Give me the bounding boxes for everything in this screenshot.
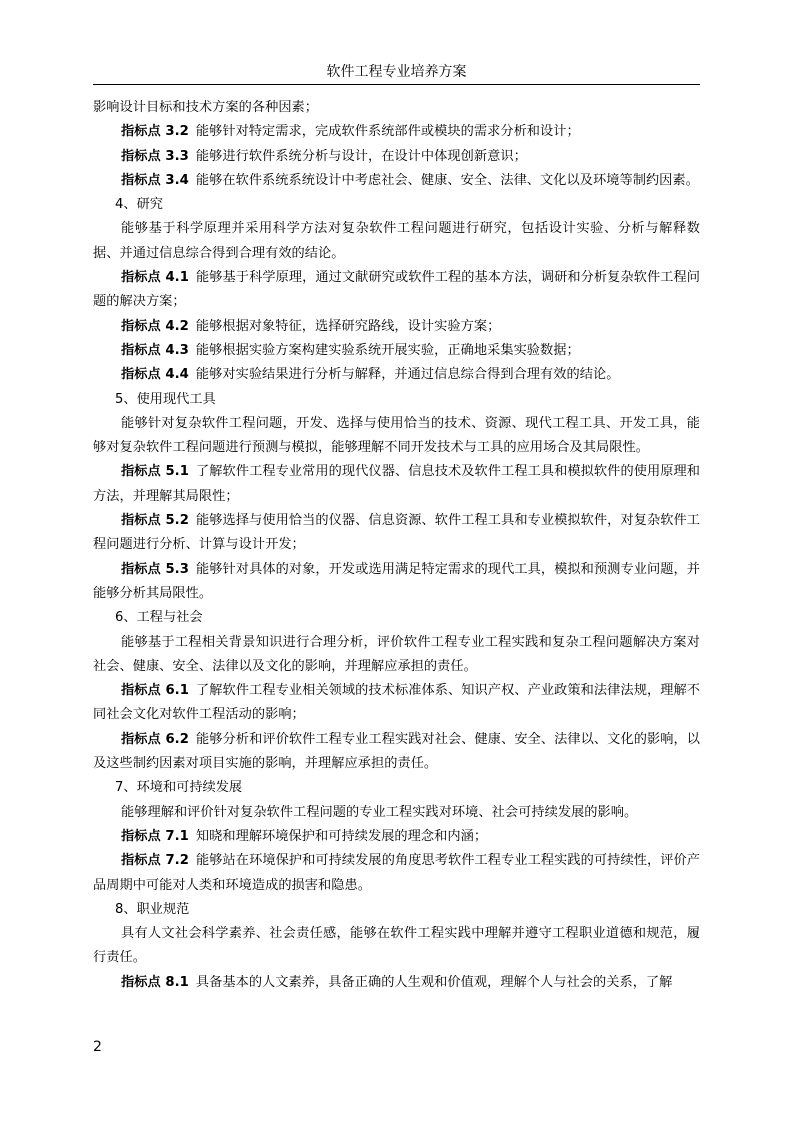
page-header-title: 软件工程专业培养方案 bbox=[326, 64, 467, 80]
indicator-text: 能够基于科学原理，通过文献研究或软件工程的基本方法，调研和分析复杂软件工程问题的解决方案； bbox=[93, 270, 700, 310]
section-heading: 8、职业规范 bbox=[115, 901, 190, 917]
indicator-label: 指标点 3.3 bbox=[121, 148, 189, 164]
indicator-text: 能够针对特定需求，完成软件系统部件或模块的需求分析和设计； bbox=[195, 124, 580, 140]
indicator-text: 能够针对具体的对象，开发或选用满足特定需求的现代工具，模拟和预测专业问题，并能够分析其局限性。 bbox=[93, 561, 700, 601]
indicator-label: 指标点 7.1 bbox=[121, 828, 189, 844]
indicator-text: 能够站在环境保护和可持续发展的角度思考软件工程专业工程实践的可持续性，评价产品周期中可能对人类和环境造成的损害和隐患。 bbox=[93, 853, 700, 893]
page-number: 2 bbox=[93, 1039, 102, 1055]
indicator-label: 指标点 7.2 bbox=[121, 853, 189, 869]
indicator-text: 能够选择与使用恰当的仪器、信息资源、软件工程工具和专业模拟软件，对复杂软件工程问题进行分析、计算与设计开发； bbox=[93, 513, 700, 553]
indicator-point bbox=[93, 825, 700, 849]
indicator-point bbox=[93, 339, 700, 363]
indicator-label: 指标点 4.1 bbox=[121, 270, 189, 286]
indicator-label: 指标点 4.4 bbox=[121, 367, 189, 383]
indicator-label: 指标点 6.1 bbox=[121, 683, 189, 699]
indicator-label: 指标点 6.2 bbox=[121, 731, 189, 747]
indicator-text: 能够对实验结果进行分析与解释，并通过信息综合得到合理有效的结论。 bbox=[195, 367, 620, 383]
indicator-label: 指标点 5.2 bbox=[121, 513, 189, 529]
indicator-point bbox=[93, 509, 700, 558]
indicator-text: 能够分析和评价软件工程专业工程实践对社会、健康、安全、法律以、文化的影响，以及这些制约因素对项目实施的影响，并理解应承担的责任。 bbox=[93, 731, 700, 772]
body-paragraph: 具有人文社会科学素养、社会责任感，能够在软件工程实践中理解并遵守工程职业道德和规范，履行责任。 bbox=[93, 926, 700, 966]
body-paragraph: 能够针对复杂软件工程问题，开发、选择与使用恰当的技术、资源、现代工程工具、开发工具，能够对复杂软件工程问题进行预测与模拟，能够理解不同开发技术与工具的应用场合及其局限性。 bbox=[93, 415, 700, 456]
indicator-label: 指标点 4.2 bbox=[121, 318, 189, 334]
indicator-point bbox=[93, 558, 700, 607]
indicator-text: 能够根据实验方案构建实验系统开展实验，正确地采集实验数据； bbox=[195, 342, 580, 358]
indicator-point bbox=[93, 679, 700, 728]
indicator-text: 能够根据对象特征，选择研究路线，设计实验方案； bbox=[195, 318, 501, 334]
indicator-text: 知晓和理解环境保护和可持续发展的理念和内涵； bbox=[195, 828, 488, 844]
body-paragraph: 能够基于科学原理并采用科学方法对复杂软件工程问题进行研究，包括设计实验、分析与解释数据、并通过信息综合得到合理有效的结论。 bbox=[93, 221, 700, 261]
header-divider bbox=[93, 84, 700, 85]
section-heading: 6、工程与社会 bbox=[115, 610, 203, 626]
indicator-point bbox=[93, 849, 700, 898]
indicator-label: 指标点 5.3 bbox=[121, 561, 189, 577]
indicator-point bbox=[93, 266, 700, 315]
section-heading: 4、研究 bbox=[115, 197, 163, 213]
indicator-point bbox=[93, 363, 700, 387]
indicator-point bbox=[93, 315, 700, 339]
indicator-point bbox=[93, 120, 700, 144]
body-paragraph: 能够理解和评价针对复杂软件工程问题的专业工程实践对环境、社会可持续发展的影响。 bbox=[121, 804, 638, 820]
indicator-label: 指标点 3.2 bbox=[121, 124, 189, 140]
indicator-label: 指标点 8.1 bbox=[121, 974, 189, 990]
section-heading: 7、环境和可持续发展 bbox=[115, 780, 243, 796]
indicator-text: 能够在软件系统系统设计中考虑社会、健康、安全、法律、文化以及环境等制约因素。 bbox=[195, 172, 699, 188]
indicator-point bbox=[93, 169, 700, 193]
indicator-text: 了解软件工程专业常用的现代仪器、信息技术及软件工程工具和模拟软件的使用原理和方法，并理解其局限性； bbox=[93, 464, 700, 504]
section-heading: 5、使用现代工具 bbox=[115, 391, 216, 407]
body-paragraph: 影响设计目标和技术方案的各种因素； bbox=[93, 100, 319, 115]
indicator-point bbox=[93, 971, 700, 995]
indicator-text: 能够进行软件系统分析与设计，在设计中体现创新意识； bbox=[195, 148, 527, 164]
indicator-label: 指标点 5.1 bbox=[121, 464, 189, 480]
indicator-text: 具备基本的人文素养，具备正确的人生观和价值观，理解个人与社会的关系，了解 bbox=[195, 974, 673, 990]
document-body bbox=[93, 96, 700, 995]
indicator-label: 指标点 4.3 bbox=[121, 342, 189, 358]
indicator-point bbox=[93, 145, 700, 169]
indicator-text: 了解软件工程专业相关领域的技术标准体系、知识产权、产业政策和法律法规，理解不同社会文化对软件工程活动的影响； bbox=[93, 683, 700, 723]
indicator-point bbox=[93, 460, 700, 509]
indicator-label: 指标点 3.4 bbox=[121, 172, 189, 188]
body-paragraph: 能够基于工程相关背景知识进行合理分析，评价软件工程专业工程实践和复杂工程问题解决方案对社会、健康、安全、法律以及文化的影响，并理解应承担的责任。 bbox=[93, 634, 700, 674]
indicator-point bbox=[93, 728, 700, 777]
